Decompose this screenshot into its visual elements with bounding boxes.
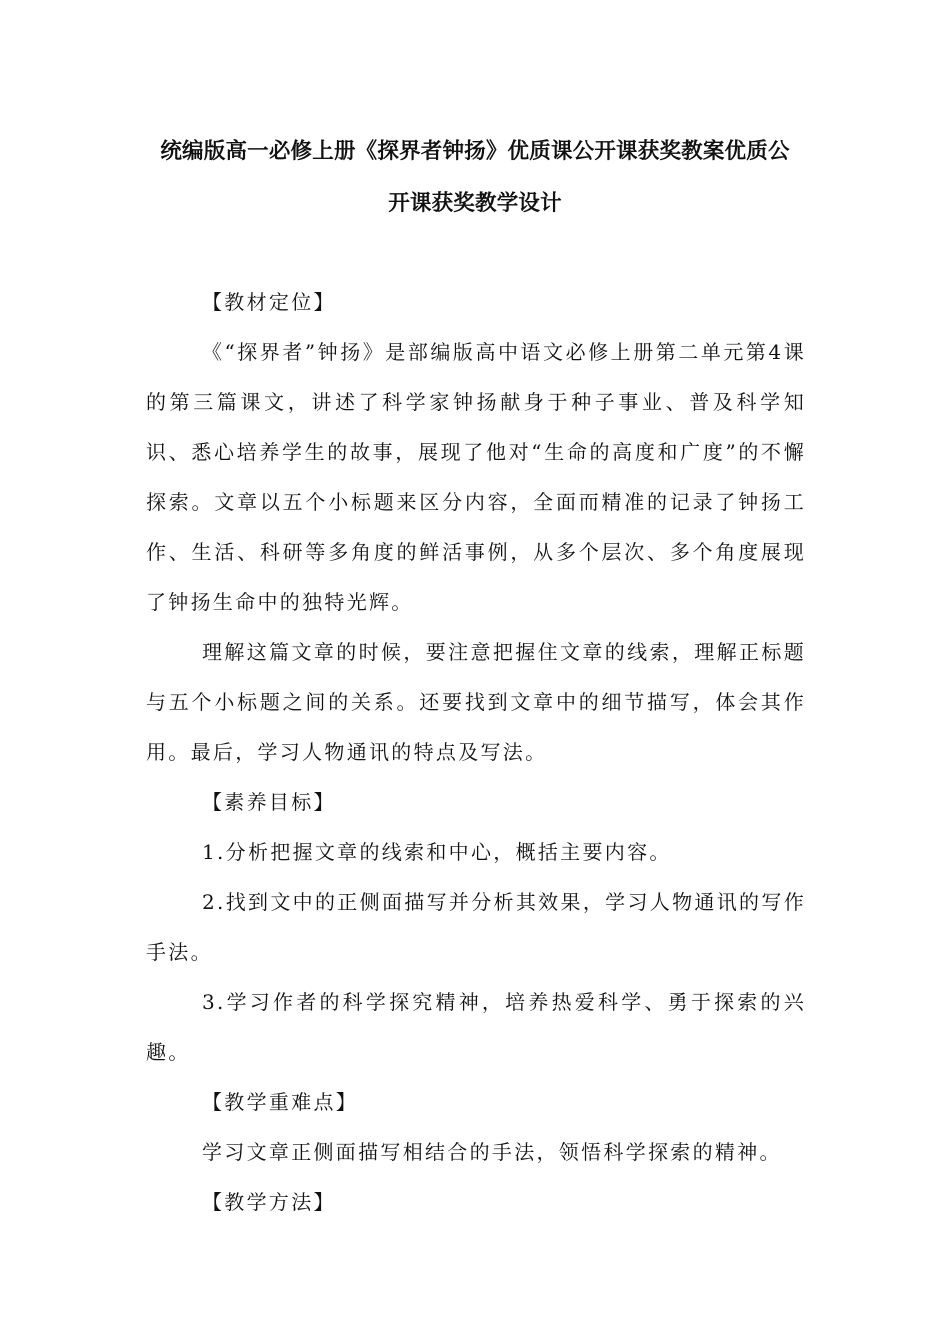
goal-item-1: 1.分析把握文章的线索和中心，概括主要内容。 <box>202 840 672 864</box>
section-heading-textbook-position: 【教材定位】 <box>202 290 336 314</box>
paragraph-key-points: 学习文章正侧面描写相结合的手法，领悟科学探索的精神。 <box>202 1140 782 1164</box>
document-body <box>146 277 806 1227</box>
section-heading-key-points: 【教学重难点】 <box>202 1090 359 1114</box>
section-heading-literacy-goals: 【素养目标】 <box>202 790 336 814</box>
section-heading-methods: 【教学方法】 <box>202 1190 336 1214</box>
paragraph-reading-guidance: 理解这篇文章的时候，要注意把握住文章的线索，理解正标题与五个小标题之间的关系。还要找到文章中的细节描写，体会其作用。最后，学习人物通讯的特点及写法。 <box>146 640 806 764</box>
paragraph-textbook-intro: 《“探界者”钟扬》是部编版高中语文必修上册第二单元第4课的第三篇课文，讲述了科学家钟扬献身于种子事业、普及科学知识、悉心培养学生的故事，展现了他对“生命的高度和广度”的不懈探索。文章以五个小标题来区分内容，全面而精准的记录了钟扬工作、生活、科研等多角度的鲜活事例，从多个层次、多个角度展现了钟扬生命中的独特光辉。 <box>146 340 806 614</box>
title-line-1: 统编版高一必修上册《探界者钟扬》优质课公开课获奖教案优质公 <box>160 139 790 164</box>
document-title <box>120 126 830 230</box>
goal-item-2: 2.找到文中的正侧面描写并分析其效果，学习人物通讯的写作手法。 <box>146 890 806 964</box>
goal-item-3: 3.学习作者的科学探究精神，培养热爱科学、勇于探索的兴趣。 <box>146 990 806 1064</box>
title-line-2: 开课获奖教学设计 <box>388 191 562 216</box>
